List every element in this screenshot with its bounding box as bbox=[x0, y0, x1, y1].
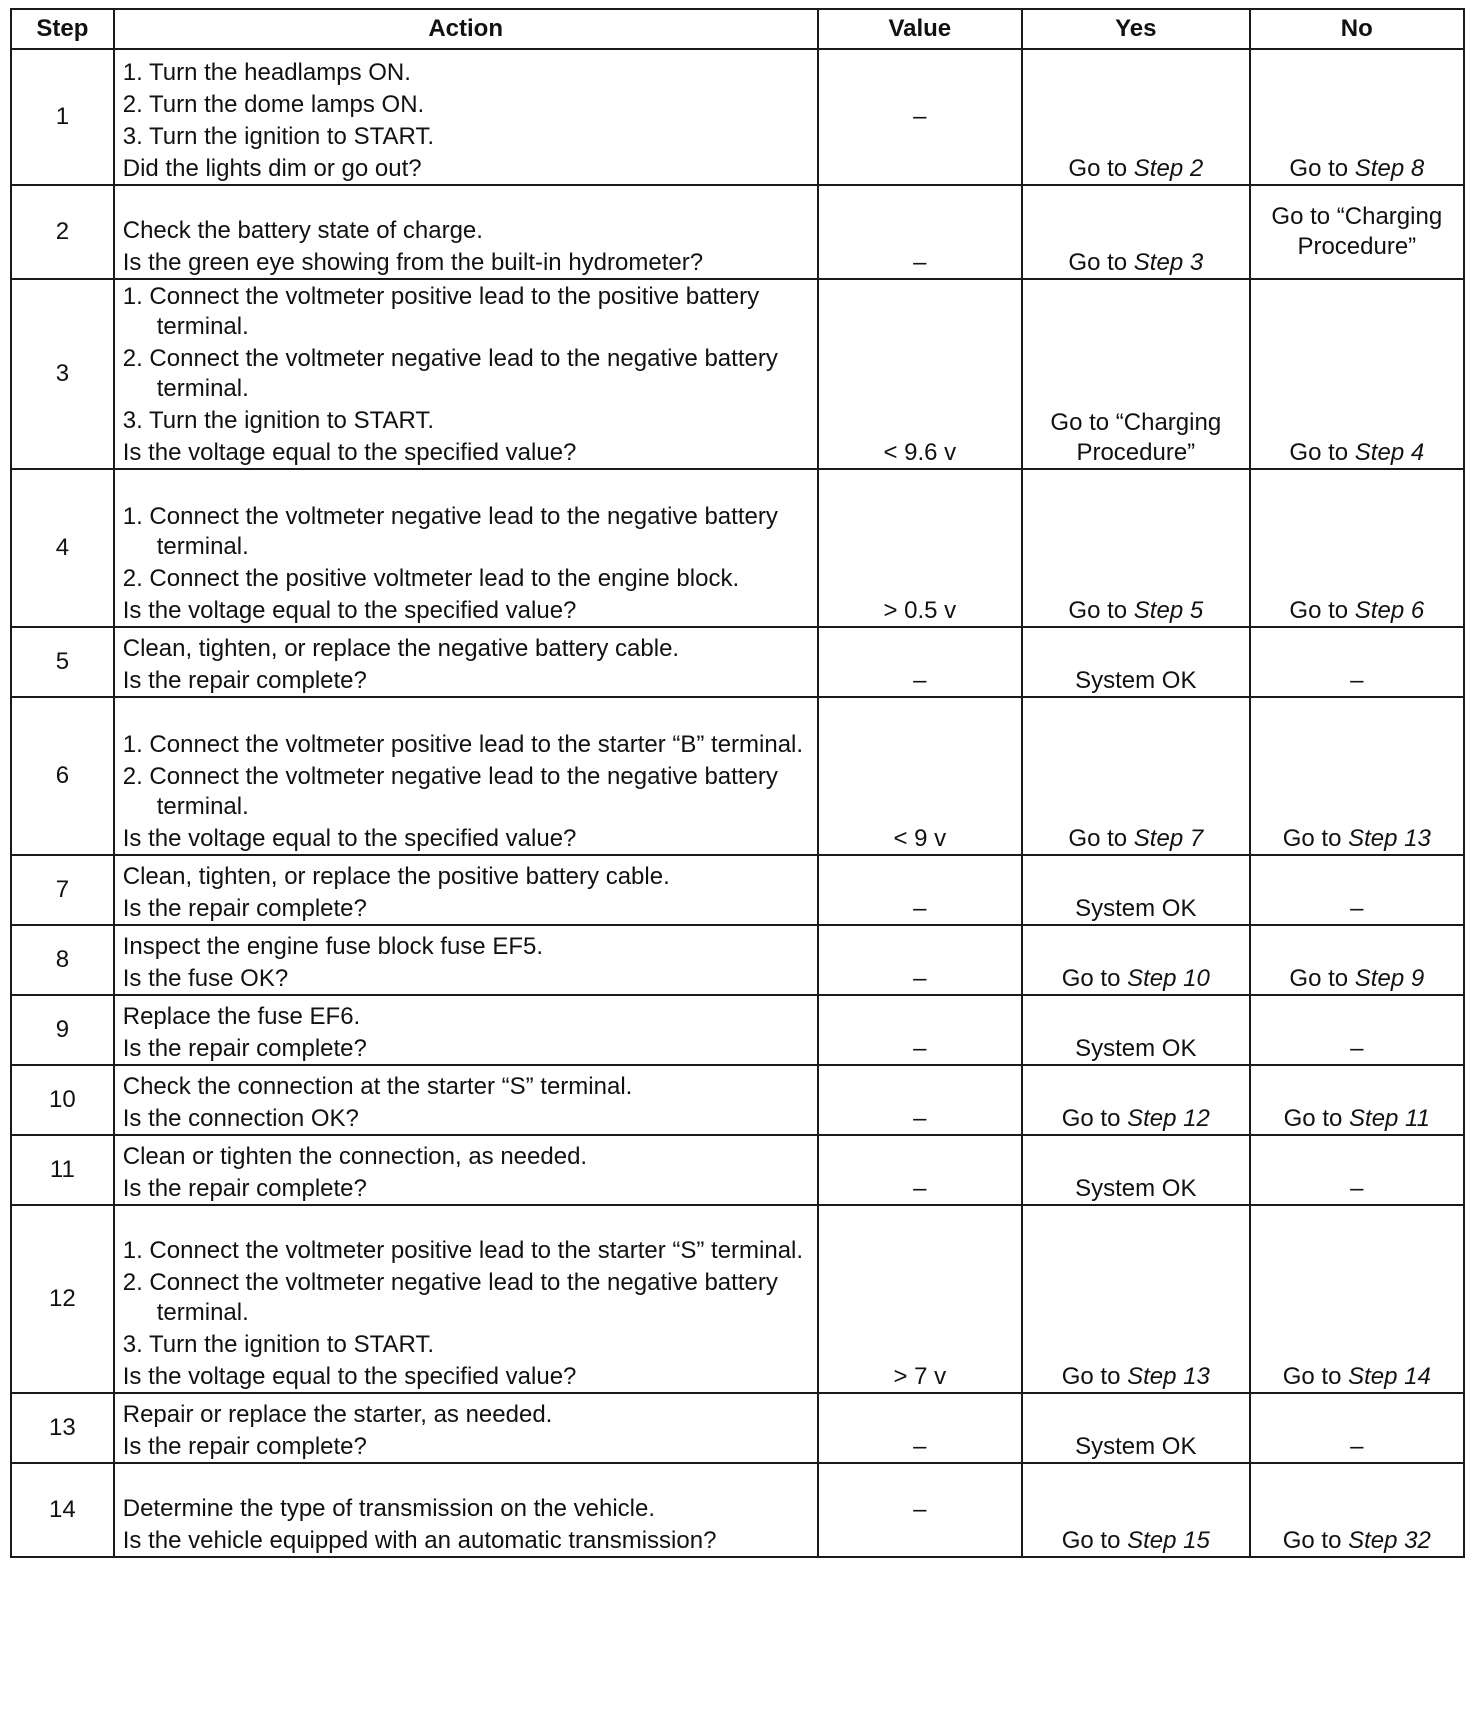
yes-outcome-cell bbox=[1022, 1393, 1250, 1463]
yes-outcome-cell bbox=[1022, 49, 1250, 185]
header-value: Value bbox=[818, 9, 1022, 49]
no-step-reference: Step 14 bbox=[1348, 1363, 1431, 1390]
yes-outcome-text: Go to bbox=[1061, 1363, 1128, 1390]
action-question: Is the repair complete? bbox=[122, 1175, 367, 1202]
action-instruction: 3. Turn the ignition to START. bbox=[122, 1331, 435, 1358]
action-cell bbox=[114, 185, 818, 279]
table-row bbox=[11, 185, 1464, 279]
action-instruction: Inspect the engine fuse block fuse EF5. bbox=[122, 933, 544, 960]
no-outcome-text: Go to bbox=[1282, 1527, 1349, 1554]
action-question: Is the connection OK? bbox=[122, 1105, 359, 1132]
no-step-reference: Step 13 bbox=[1348, 825, 1431, 852]
table-row bbox=[11, 627, 1464, 697]
yes-outcome-text: System OK bbox=[1075, 1035, 1197, 1062]
table-row bbox=[11, 995, 1464, 1065]
no-outcome-text: – bbox=[1350, 667, 1364, 694]
action-question: Is the voltage equal to the specified value? bbox=[122, 825, 577, 852]
action-instruction: Clean, tighten, or replace the negative battery cable. bbox=[122, 635, 680, 662]
yes-step-reference: Step 3 bbox=[1133, 249, 1204, 276]
diagnostic-table-page bbox=[10, 8, 1465, 1558]
action-instruction: 3. Turn the ignition to START. bbox=[122, 407, 435, 434]
no-outcome-text: – bbox=[1350, 1175, 1364, 1202]
action-cell bbox=[114, 1205, 818, 1393]
no-outcome-cell bbox=[1250, 1205, 1464, 1393]
yes-outcome-cell bbox=[1022, 697, 1250, 855]
no-outcome-cell bbox=[1250, 1463, 1464, 1557]
yes-outcome-text: Go to bbox=[1068, 825, 1134, 852]
action-instruction: Replace the fuse EF6. bbox=[122, 1003, 361, 1030]
yes-step-reference: Step 13 bbox=[1127, 1363, 1210, 1390]
table-row bbox=[11, 469, 1464, 627]
value-cell: < 9 v bbox=[818, 697, 1022, 855]
no-step-reference: Step 4 bbox=[1354, 439, 1425, 466]
yes-outcome-cell bbox=[1022, 1205, 1250, 1393]
action-question: Is the voltage equal to the specified value? bbox=[122, 1363, 577, 1390]
action-question: Is the voltage equal to the specified value? bbox=[122, 439, 577, 466]
yes-outcome-cell bbox=[1022, 855, 1250, 925]
action-question: Did the lights dim or go out? bbox=[122, 155, 422, 182]
action-instruction: Check the battery state of charge. bbox=[122, 217, 483, 244]
yes-step-reference: Step 12 bbox=[1127, 1105, 1210, 1132]
no-step-reference: Step 6 bbox=[1354, 597, 1425, 624]
no-outcome-text: Go to bbox=[1289, 965, 1355, 992]
table-header-row bbox=[11, 9, 1464, 49]
no-outcome-cell bbox=[1250, 697, 1464, 855]
action-question: Is the repair complete? bbox=[122, 667, 367, 694]
no-outcome-cell bbox=[1250, 1393, 1464, 1463]
value-cell: – bbox=[818, 1065, 1022, 1135]
step-number: 11 bbox=[11, 1135, 114, 1205]
yes-outcome-text: Go to bbox=[1068, 155, 1134, 182]
value-cell: – bbox=[818, 1393, 1022, 1463]
header-yes: Yes bbox=[1022, 9, 1250, 49]
action-cell bbox=[114, 49, 818, 185]
no-outcome-cell bbox=[1250, 925, 1464, 995]
yes-outcome-cell bbox=[1022, 1135, 1250, 1205]
yes-outcome-cell bbox=[1022, 185, 1250, 279]
action-question: Is the voltage equal to the specified value? bbox=[122, 597, 577, 624]
action-instruction: 1. Connect the voltmeter positive lead to the starter “B” terminal. bbox=[122, 731, 804, 758]
value-cell: – bbox=[818, 925, 1022, 995]
table-row bbox=[11, 855, 1464, 925]
table-row bbox=[11, 1205, 1464, 1393]
action-question: Is the green eye showing from the built-in hydrometer? bbox=[122, 249, 704, 276]
value-cell: – bbox=[818, 1135, 1022, 1205]
no-outcome-cell bbox=[1250, 855, 1464, 925]
table-row bbox=[11, 279, 1464, 469]
action-question: Is the repair complete? bbox=[122, 1035, 367, 1062]
action-question: Is the repair complete? bbox=[122, 895, 367, 922]
action-cell bbox=[114, 1463, 818, 1557]
action-cell bbox=[114, 1393, 818, 1463]
action-instruction: 1. Connect the voltmeter negative lead to the negative battery terminal. bbox=[122, 503, 778, 560]
value-cell: – bbox=[818, 995, 1022, 1065]
action-question: Is the fuse OK? bbox=[122, 965, 289, 992]
action-instruction: Clean, tighten, or replace the positive battery cable. bbox=[122, 863, 670, 890]
table-row bbox=[11, 697, 1464, 855]
no-outcome-cell bbox=[1250, 1065, 1464, 1135]
step-number: 12 bbox=[11, 1205, 114, 1393]
yes-outcome-text: System OK bbox=[1075, 1175, 1197, 1202]
action-cell bbox=[114, 1065, 818, 1135]
diagnostic-table bbox=[10, 8, 1465, 1558]
no-outcome-cell bbox=[1250, 995, 1464, 1065]
action-instruction: 3. Turn the ignition to START. bbox=[122, 123, 435, 150]
yes-outcome-text: Go to “Charging Procedure” bbox=[1050, 409, 1222, 466]
value-cell: – bbox=[818, 185, 1022, 279]
no-outcome-text: Go to “Charging Procedure” bbox=[1271, 203, 1443, 260]
action-question: Is the repair complete? bbox=[122, 1433, 367, 1460]
yes-outcome-text: Go to bbox=[1061, 1527, 1128, 1554]
yes-outcome-cell bbox=[1022, 469, 1250, 627]
yes-outcome-cell bbox=[1022, 1065, 1250, 1135]
table-row bbox=[11, 49, 1464, 185]
table-body bbox=[11, 49, 1464, 1557]
action-instruction: Repair or replace the starter, as needed. bbox=[122, 1401, 553, 1428]
no-outcome-cell bbox=[1250, 627, 1464, 697]
step-number: 2 bbox=[11, 185, 114, 279]
action-instruction: 1. Connect the voltmeter positive lead to the starter “S” terminal. bbox=[122, 1237, 804, 1264]
value-cell: – bbox=[818, 855, 1022, 925]
yes-outcome-cell bbox=[1022, 995, 1250, 1065]
yes-outcome-cell bbox=[1022, 925, 1250, 995]
no-outcome-text: Go to bbox=[1282, 1363, 1349, 1390]
no-outcome-text: – bbox=[1350, 895, 1364, 922]
yes-outcome-text: Go to bbox=[1061, 1105, 1128, 1132]
action-instruction: 1. Connect the voltmeter positive lead to the positive battery terminal. bbox=[122, 283, 760, 340]
yes-outcome-text: Go to bbox=[1068, 597, 1134, 624]
step-number: 10 bbox=[11, 1065, 114, 1135]
value-cell: < 9.6 v bbox=[818, 279, 1022, 469]
action-instruction: Determine the type of transmission on the vehicle. bbox=[122, 1495, 656, 1522]
action-cell bbox=[114, 995, 818, 1065]
no-outcome-cell bbox=[1250, 185, 1464, 279]
yes-outcome-cell bbox=[1022, 1463, 1250, 1557]
yes-step-reference: Step 7 bbox=[1133, 825, 1204, 852]
step-number: 5 bbox=[11, 627, 114, 697]
header-step: Step bbox=[11, 9, 114, 49]
yes-step-reference: Step 2 bbox=[1133, 155, 1204, 182]
step-number: 14 bbox=[11, 1463, 114, 1557]
action-cell bbox=[114, 855, 818, 925]
no-outcome-cell bbox=[1250, 279, 1464, 469]
yes-outcome-text: Go to bbox=[1068, 249, 1134, 276]
no-outcome-text: Go to bbox=[1283, 1105, 1350, 1132]
step-number: 1 bbox=[11, 49, 114, 185]
action-cell bbox=[114, 925, 818, 995]
step-number: 13 bbox=[11, 1393, 114, 1463]
action-instruction: 2. Turn the dome lamps ON. bbox=[122, 91, 425, 118]
yes-outcome-text: System OK bbox=[1075, 1433, 1197, 1460]
action-instruction: 2. Connect the positive voltmeter lead to the engine block. bbox=[122, 565, 740, 592]
action-cell bbox=[114, 697, 818, 855]
no-outcome-text: Go to bbox=[1289, 439, 1355, 466]
no-outcome-cell bbox=[1250, 469, 1464, 627]
no-step-reference: Step 9 bbox=[1354, 965, 1425, 992]
action-cell bbox=[114, 279, 818, 469]
action-instruction: Clean or tighten the connection, as needed. bbox=[122, 1143, 588, 1170]
table-row bbox=[11, 925, 1464, 995]
action-cell bbox=[114, 469, 818, 627]
table-row bbox=[11, 1393, 1464, 1463]
value-cell: > 0.5 v bbox=[818, 469, 1022, 627]
yes-outcome-text: System OK bbox=[1075, 895, 1197, 922]
no-outcome-text: Go to bbox=[1289, 155, 1355, 182]
action-instruction: 2. Connect the voltmeter negative lead to the negative battery terminal. bbox=[122, 763, 778, 820]
action-question: Is the vehicle equipped with an automatic transmission? bbox=[122, 1527, 717, 1554]
action-cell bbox=[114, 627, 818, 697]
no-step-reference: Step 11 bbox=[1349, 1105, 1430, 1132]
no-outcome-text: – bbox=[1350, 1433, 1364, 1460]
table-row bbox=[11, 1135, 1464, 1205]
action-instruction: 1. Turn the headlamps ON. bbox=[122, 59, 411, 86]
header-action: Action bbox=[114, 9, 818, 49]
step-number: 8 bbox=[11, 925, 114, 995]
step-number: 7 bbox=[11, 855, 114, 925]
no-outcome-cell bbox=[1250, 1135, 1464, 1205]
step-number: 4 bbox=[11, 469, 114, 627]
no-step-reference: Step 8 bbox=[1354, 155, 1425, 182]
value-cell: – bbox=[818, 49, 1022, 185]
yes-outcome-text: Go to bbox=[1061, 965, 1128, 992]
value-cell: – bbox=[818, 627, 1022, 697]
action-instruction: 2. Connect the voltmeter negative lead to the negative battery terminal. bbox=[122, 1269, 778, 1326]
no-outcome-text: – bbox=[1350, 1035, 1364, 1062]
action-instruction: Check the connection at the starter “S” terminal. bbox=[122, 1073, 633, 1100]
step-number: 3 bbox=[11, 279, 114, 469]
yes-step-reference: Step 10 bbox=[1127, 965, 1210, 992]
no-step-reference: Step 32 bbox=[1348, 1527, 1431, 1554]
step-number: 9 bbox=[11, 995, 114, 1065]
no-outcome-cell bbox=[1250, 49, 1464, 185]
yes-step-reference: Step 5 bbox=[1133, 597, 1204, 624]
action-cell bbox=[114, 1135, 818, 1205]
step-number: 6 bbox=[11, 697, 114, 855]
action-instruction: 2. Connect the voltmeter negative lead to the negative battery terminal. bbox=[122, 345, 778, 402]
yes-outcome-text: System OK bbox=[1075, 667, 1197, 694]
value-cell: – bbox=[818, 1463, 1022, 1557]
no-outcome-text: Go to bbox=[1282, 825, 1349, 852]
no-outcome-text: Go to bbox=[1289, 597, 1355, 624]
yes-outcome-cell bbox=[1022, 627, 1250, 697]
yes-step-reference: Step 15 bbox=[1127, 1527, 1210, 1554]
header-no: No bbox=[1250, 9, 1464, 49]
table-row bbox=[11, 1463, 1464, 1557]
table-row bbox=[11, 1065, 1464, 1135]
value-cell: > 7 v bbox=[818, 1205, 1022, 1393]
yes-outcome-cell bbox=[1022, 279, 1250, 469]
